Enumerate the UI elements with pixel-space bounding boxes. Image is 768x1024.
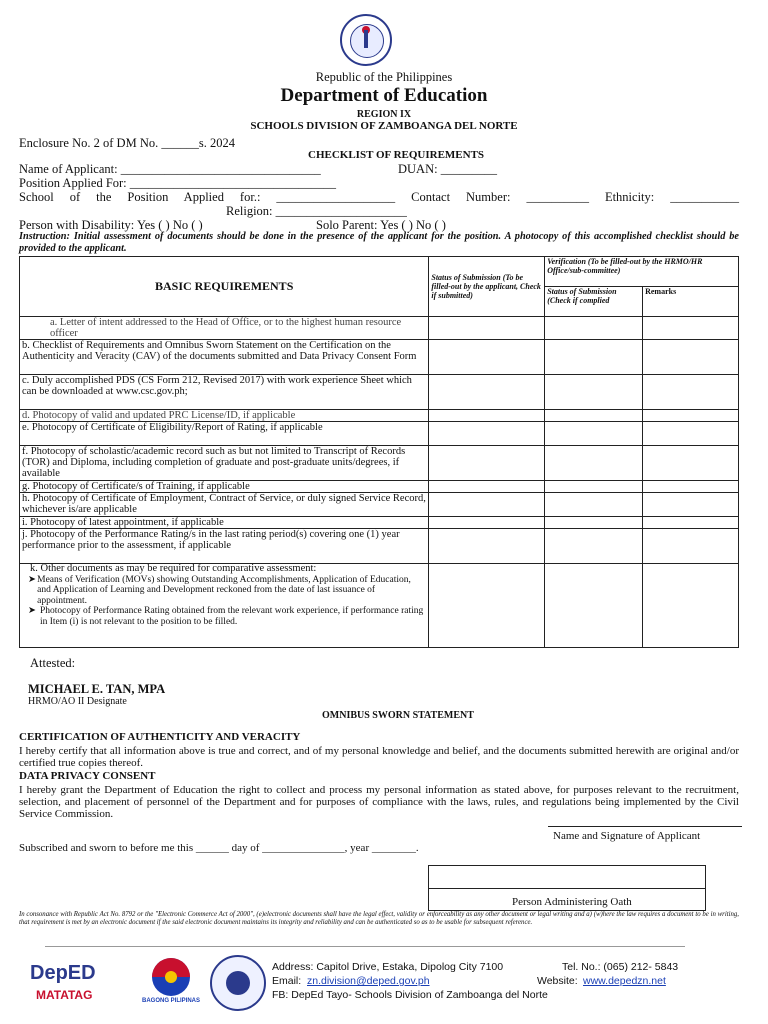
basic-requirements-header: BASIC REQUIREMENTS <box>20 257 429 317</box>
enclosure-line: Enclosure No. 2 of DM No. ______s. 2024 <box>19 136 235 150</box>
applicant-signature-label: Name and Signature of Applicant <box>553 830 701 842</box>
deped-logo-text: DepED <box>30 962 96 984</box>
requirement-row: f. Photocopy of scholastic/academic record such as but not limited to Transcript of Records (TOR) and Diploma, including completion of graduate and post-graduate units/degrees, if available <box>20 446 429 481</box>
remarks-header: Remarks <box>643 287 739 317</box>
requirements-table <box>19 256 739 648</box>
status-cell[interactable] <box>429 422 545 446</box>
data-privacy-text: I hereby grant the Department of Education the right to collect and process my personal information as stated above, for purposes relevant to the recruitment, selection, and placement of personnel of the Department and for purposes of compliance with the laws, rules, and regulations being implemented by the Civil Service Commission. <box>19 784 739 820</box>
religion-field[interactable]: Religion: _____________________ <box>226 204 407 218</box>
verify-cell[interactable] <box>545 493 643 517</box>
footer-address: Address: Capitol Drive, Estaka, Dipolog City 7100 <box>272 961 504 973</box>
requirement-row: g. Photocopy of Certificate/s of Training, if applicable <box>20 481 429 493</box>
verification-status-header: Status of Submission (Check if complied <box>545 287 643 317</box>
status-cell[interactable] <box>429 493 545 517</box>
footer-website-label: Website: <box>537 975 578 987</box>
verify-cell[interactable] <box>545 317 643 340</box>
instruction-text: Instruction: Initial assessment of documents should be done in the presence of the applicant for the position. A photocopy of this accomplished checklist should be provided to the applicant. <box>19 231 739 254</box>
footer-email-link[interactable]: zn.division@deped.gov.ph <box>307 975 430 987</box>
status-cell[interactable] <box>429 481 545 493</box>
remarks-cell[interactable] <box>643 493 739 517</box>
status-cell[interactable] <box>429 529 545 564</box>
remarks-cell[interactable] <box>643 517 739 529</box>
requirement-row: b. Checklist of Requirements and Omnibus Sworn Statement on the Certification on the Authenticity and Veracity (CAV) of the documents submitted and Data Privacy Consent Form <box>20 340 429 375</box>
bagong-pilipinas-emblem <box>142 956 200 998</box>
bagong-pilipinas-logo <box>142 956 200 1008</box>
verify-cell[interactable] <box>545 422 643 446</box>
footer-divider <box>45 946 685 947</box>
deped-matatag-logo <box>30 962 130 1012</box>
footer-email-label: Email: <box>272 975 302 987</box>
requirement-row: e. Photocopy of Certificate of Eligibility/Report of Rating, if applicable <box>20 422 429 446</box>
footer-website-link[interactable]: www.depedzn.net <box>583 975 666 987</box>
signatory-name: MICHAEL E. TAN, MPA <box>28 682 166 696</box>
republic-line: Republic of the Philippines <box>315 70 453 84</box>
status-submission-header: Status of Submission (To be filled-out by the applicant, Check if submitted) <box>429 257 545 317</box>
remarks-cell[interactable] <box>643 317 739 340</box>
deped-seal-logo <box>340 14 392 66</box>
requirement-row-other <box>20 564 429 648</box>
remarks-cell[interactable] <box>643 375 739 410</box>
attested-label: Attested: <box>30 656 76 670</box>
status-cell[interactable] <box>429 340 545 375</box>
verify-cell[interactable] <box>545 446 643 481</box>
remarks-cell[interactable] <box>643 410 739 422</box>
requirement-row: c. Duly accomplished PDS (CS Form 212, Revised 2017) with work experience Sheet which can be downloaded at www.csc.gov.ph; <box>20 375 429 410</box>
status-cell[interactable] <box>429 410 545 422</box>
matatag-logo-text: MATATAG <box>36 988 93 1002</box>
remarks-cell[interactable] <box>643 529 739 564</box>
solo-parent-field[interactable]: Solo Parent: Yes ( ) No ( ) <box>316 218 446 232</box>
remarks-cell[interactable] <box>643 446 739 481</box>
signatory-title: HRMO/AO II Designate <box>28 696 127 707</box>
requirement-k-item: Photocopy of Performance Rating obtained from the relevant work experience, if performance rating in Item (i) is not relevant to the position to be filled. <box>39 606 424 627</box>
status-cell[interactable] <box>429 375 545 410</box>
footer-fb: FB: DepEd Tayo- Schools Division of Zamboanga del Norte <box>272 989 548 1001</box>
pwd-field[interactable]: Person with Disability: Yes ( ) No ( ) <box>19 218 203 232</box>
remarks-cell[interactable] <box>643 481 739 493</box>
department-title: Department of Education <box>280 85 488 106</box>
verify-cell[interactable] <box>545 410 643 422</box>
applicant-signature-line[interactable] <box>548 826 742 827</box>
remarks-cell[interactable] <box>643 564 739 648</box>
footer-tel: Tel. No.: (065) 212- 5843 <box>562 961 679 973</box>
verify-cell[interactable] <box>545 564 643 648</box>
verify-cell[interactable] <box>545 481 643 493</box>
name-of-applicant-field[interactable]: Name of Applicant: ________________________________ <box>19 162 321 176</box>
requirement-row: d. Photocopy of valid and updated PRC License/ID, if applicable <box>20 410 429 422</box>
requirement-k-title: k. Other documents as may be required for comparative assessment: <box>30 563 317 574</box>
sworn-line[interactable]: Subscribed and sworn to before me this ______ day of _______________, year ________. <box>19 842 419 854</box>
legal-note: In consonance with Republic Act No. 8792 or the "Electronic Commerce Act of 2000", (e)electronic documents shall have the legal effect, validity or enforceability as any other document or legal writing and a) (w)here the law requires a document to be in writing, that requirement is met by an electronic document if the said electronic document maintains its integrity and reliability and can be authenticated so as to be usable for subsequent reference. <box>19 911 739 926</box>
verify-cell[interactable] <box>545 340 643 375</box>
sdo-zamboanga-seal-logo <box>210 955 266 1011</box>
verify-cell[interactable] <box>545 517 643 529</box>
status-cell[interactable] <box>429 446 545 481</box>
arrow-bullet-icon: ➤ <box>28 574 36 585</box>
data-privacy-heading: DATA PRIVACY CONSENT <box>19 770 156 782</box>
requirement-k-item: Means of Verification (MOVs) showing Outstanding Accomplishments, Application of Education, and Application of Learning and Development reckoned from the date of last issuance of appointment. <box>37 574 411 606</box>
cav-heading: CERTIFICATION OF AUTHENTICITY AND VERACITY <box>19 731 301 743</box>
requirement-row: h. Photocopy of Certificate of Employment, Contract of Service, or duly signed Service Record, whichever is/are applicable <box>20 493 429 517</box>
status-cell[interactable] <box>429 317 545 340</box>
duan-field[interactable]: DUAN: _________ <box>398 162 497 176</box>
division-line: SCHOOLS DIVISION OF ZAMBOANGA DEL NORTE <box>250 120 518 132</box>
school-contact-ethnicity-field[interactable]: School of the Position Applied for.: ___________________ Contact Number: __________ Ethnicity: ___________ <box>19 190 739 204</box>
form-title: CHECKLIST OF REQUIREMENTS <box>308 149 485 161</box>
bagong-pilipinas-text: BAGONG PILIPINAS <box>142 998 201 1004</box>
omnibus-title: OMNIBUS SWORN STATEMENT <box>322 710 474 721</box>
requirement-row: j. Photocopy of the Performance Rating/s in the last rating period(s) covering one (1) year performance prior to the assessment, if applicable <box>20 529 429 564</box>
cav-text: I hereby certify that all information above is true and correct, and of my personal knowledge and belief, and the documents submitted herewith are original and/or certified true copies thereof. <box>19 745 739 769</box>
position-applied-field[interactable]: Position Applied For: _________________________________ <box>19 176 337 190</box>
arrow-bullet-icon: ➤ <box>28 606 36 616</box>
requirement-row: i. Photocopy of latest appointment, if applicable <box>20 517 429 529</box>
verify-cell[interactable] <box>545 529 643 564</box>
requirement-row: a. Letter of intent addressed to the Head of Office, or to the highest human resource officer <box>20 317 429 340</box>
verification-header: Verification (To be filled-out by the HRMO/HR Office/sub-committee) <box>545 257 739 287</box>
remarks-cell[interactable] <box>643 422 739 446</box>
verify-cell[interactable] <box>545 375 643 410</box>
remarks-cell[interactable] <box>643 340 739 375</box>
status-cell[interactable] <box>429 564 545 648</box>
oath-label: Person Administering Oath <box>512 896 632 908</box>
region-line: REGION IX <box>356 109 412 120</box>
status-cell[interactable] <box>429 517 545 529</box>
